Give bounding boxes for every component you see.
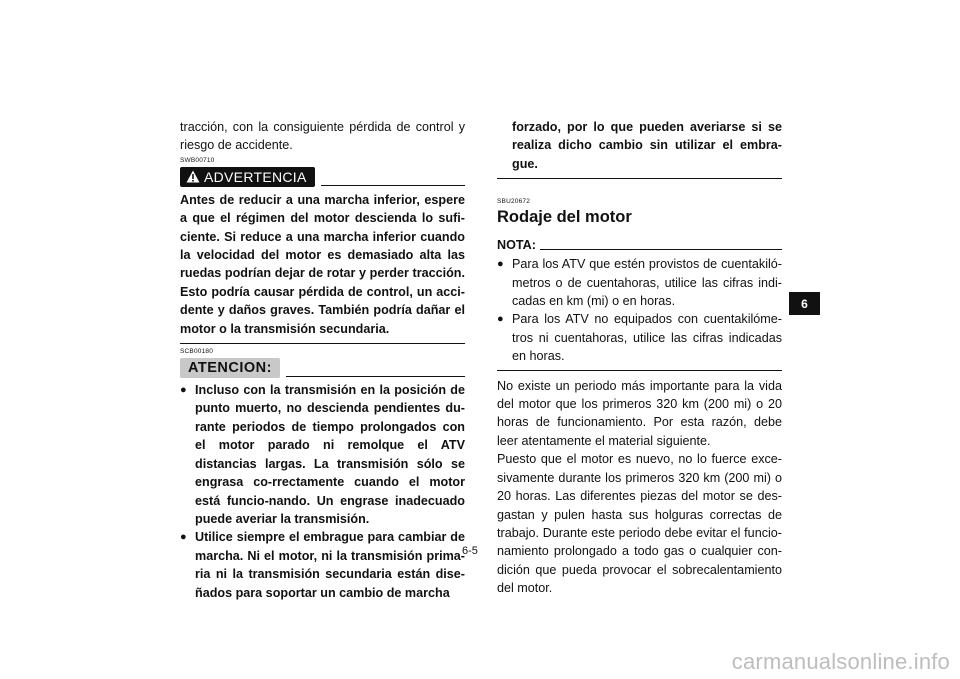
list-item: ● Incluso con la transmisión en la posición de punto muerto, no descienda pendientes du-rante periodos de tiempo prolongados con el motor parado ni remolque el ATV distancias largas. La transmisión sólo se engrasa co-rrectamente cuando el motor está funcio-nando. Un engrase inadecuado puede averiar la transmisión. bbox=[180, 383, 465, 526]
caution-badge: ATENCION: bbox=[180, 358, 280, 378]
warning-triangle-icon bbox=[186, 170, 200, 183]
warning-header bbox=[180, 165, 465, 187]
warning-code: SWB00710 bbox=[180, 156, 215, 164]
nota-header bbox=[497, 235, 782, 254]
watermark: carmanualsonline.info bbox=[731, 649, 950, 674]
caution-list bbox=[180, 381, 465, 602]
caution-end-rule bbox=[497, 178, 782, 179]
nota-header-rule bbox=[540, 249, 782, 250]
list-item: ● Utilice siempre el embrague para cambiar de marcha. Ni el motor, ni la transmisión prima-ria ni la transmisión secundaria están dise-ñados para soportar un cambio de marcha bbox=[180, 530, 465, 600]
right-column bbox=[497, 118, 782, 598]
bullet-dot-icon: ● bbox=[497, 258, 504, 271]
bullet-dot-icon: ● bbox=[180, 384, 187, 397]
list-item: ● Para los ATV que estén provistos de cuentakiló-metros o de cuentahoras, utilice las cifras indi-cadas en km (mi) o en horas. bbox=[497, 257, 782, 309]
warning-label: ADVERTENCIA bbox=[204, 168, 307, 185]
intro-text: tracción, con la consiguiente pérdida de control y riesgo de accidente. bbox=[180, 120, 465, 153]
page-number: 6-5 bbox=[462, 545, 478, 557]
warning-end-rule bbox=[180, 343, 465, 344]
bullet-dot-icon: ● bbox=[180, 531, 187, 544]
nota-list bbox=[497, 255, 782, 365]
left-column bbox=[180, 118, 465, 602]
warning-text: Antes de reducir a una marcha inferior, espere a que el régimen del motor descienda lo sufi-ciente. Si reduce a una marcha inferior cuando la velocidad del motor es demasiado alta las ruedas podrían dejar de rotar y perder tracción. Esto podría causar pérdida de control, un acci-dente y daños graves. También podría dañar el motor o la transmisión secundaria. bbox=[180, 192, 465, 336]
bullet-dot-icon: ● bbox=[497, 313, 504, 326]
caution-continuation: forzado, por lo que pueden averiarse si se realiza dicho cambio sin utilizar el embra-gue. bbox=[512, 120, 782, 171]
warning-header-rule bbox=[321, 185, 465, 186]
section-code: SBU20672 bbox=[497, 198, 531, 206]
section-title: Rodaje del motor bbox=[497, 208, 632, 227]
warning-badge bbox=[180, 167, 315, 187]
nota-label: NOTA: bbox=[497, 237, 536, 252]
chapter-tab: 6 bbox=[789, 292, 820, 315]
caution-code: SCB00180 bbox=[180, 348, 214, 356]
nota-end-rule bbox=[497, 370, 782, 371]
caution-header bbox=[180, 356, 465, 378]
caution-header-rule bbox=[286, 376, 465, 377]
list-item: ● Para los ATV no equipados con cuentakilóme-tros ni cuentahoras, utilice las cifras indicadas en horas. bbox=[497, 312, 782, 364]
paragraph-1: No existe un periodo más importante para la vida del motor que los primeros 320 km (200 mi) o 20 horas de funcionamiento. Por esta razón, debe leer atentamente el material siguiente. bbox=[497, 378, 782, 448]
paragraph-2: Puesto que el motor es nuevo, no lo fuerce exce-sivamente durante los primeros 320 km (200 mi) o 20 horas. Las diferentes piezas del motor se des-gastan y pulen hasta sus holguras correctas de trabajo. Durante este periodo debe evitar el funcio-namiento prolongado a todo gas o cualquier con-dición que pueda provocar el sobrecalentamiento del motor. bbox=[497, 452, 782, 596]
